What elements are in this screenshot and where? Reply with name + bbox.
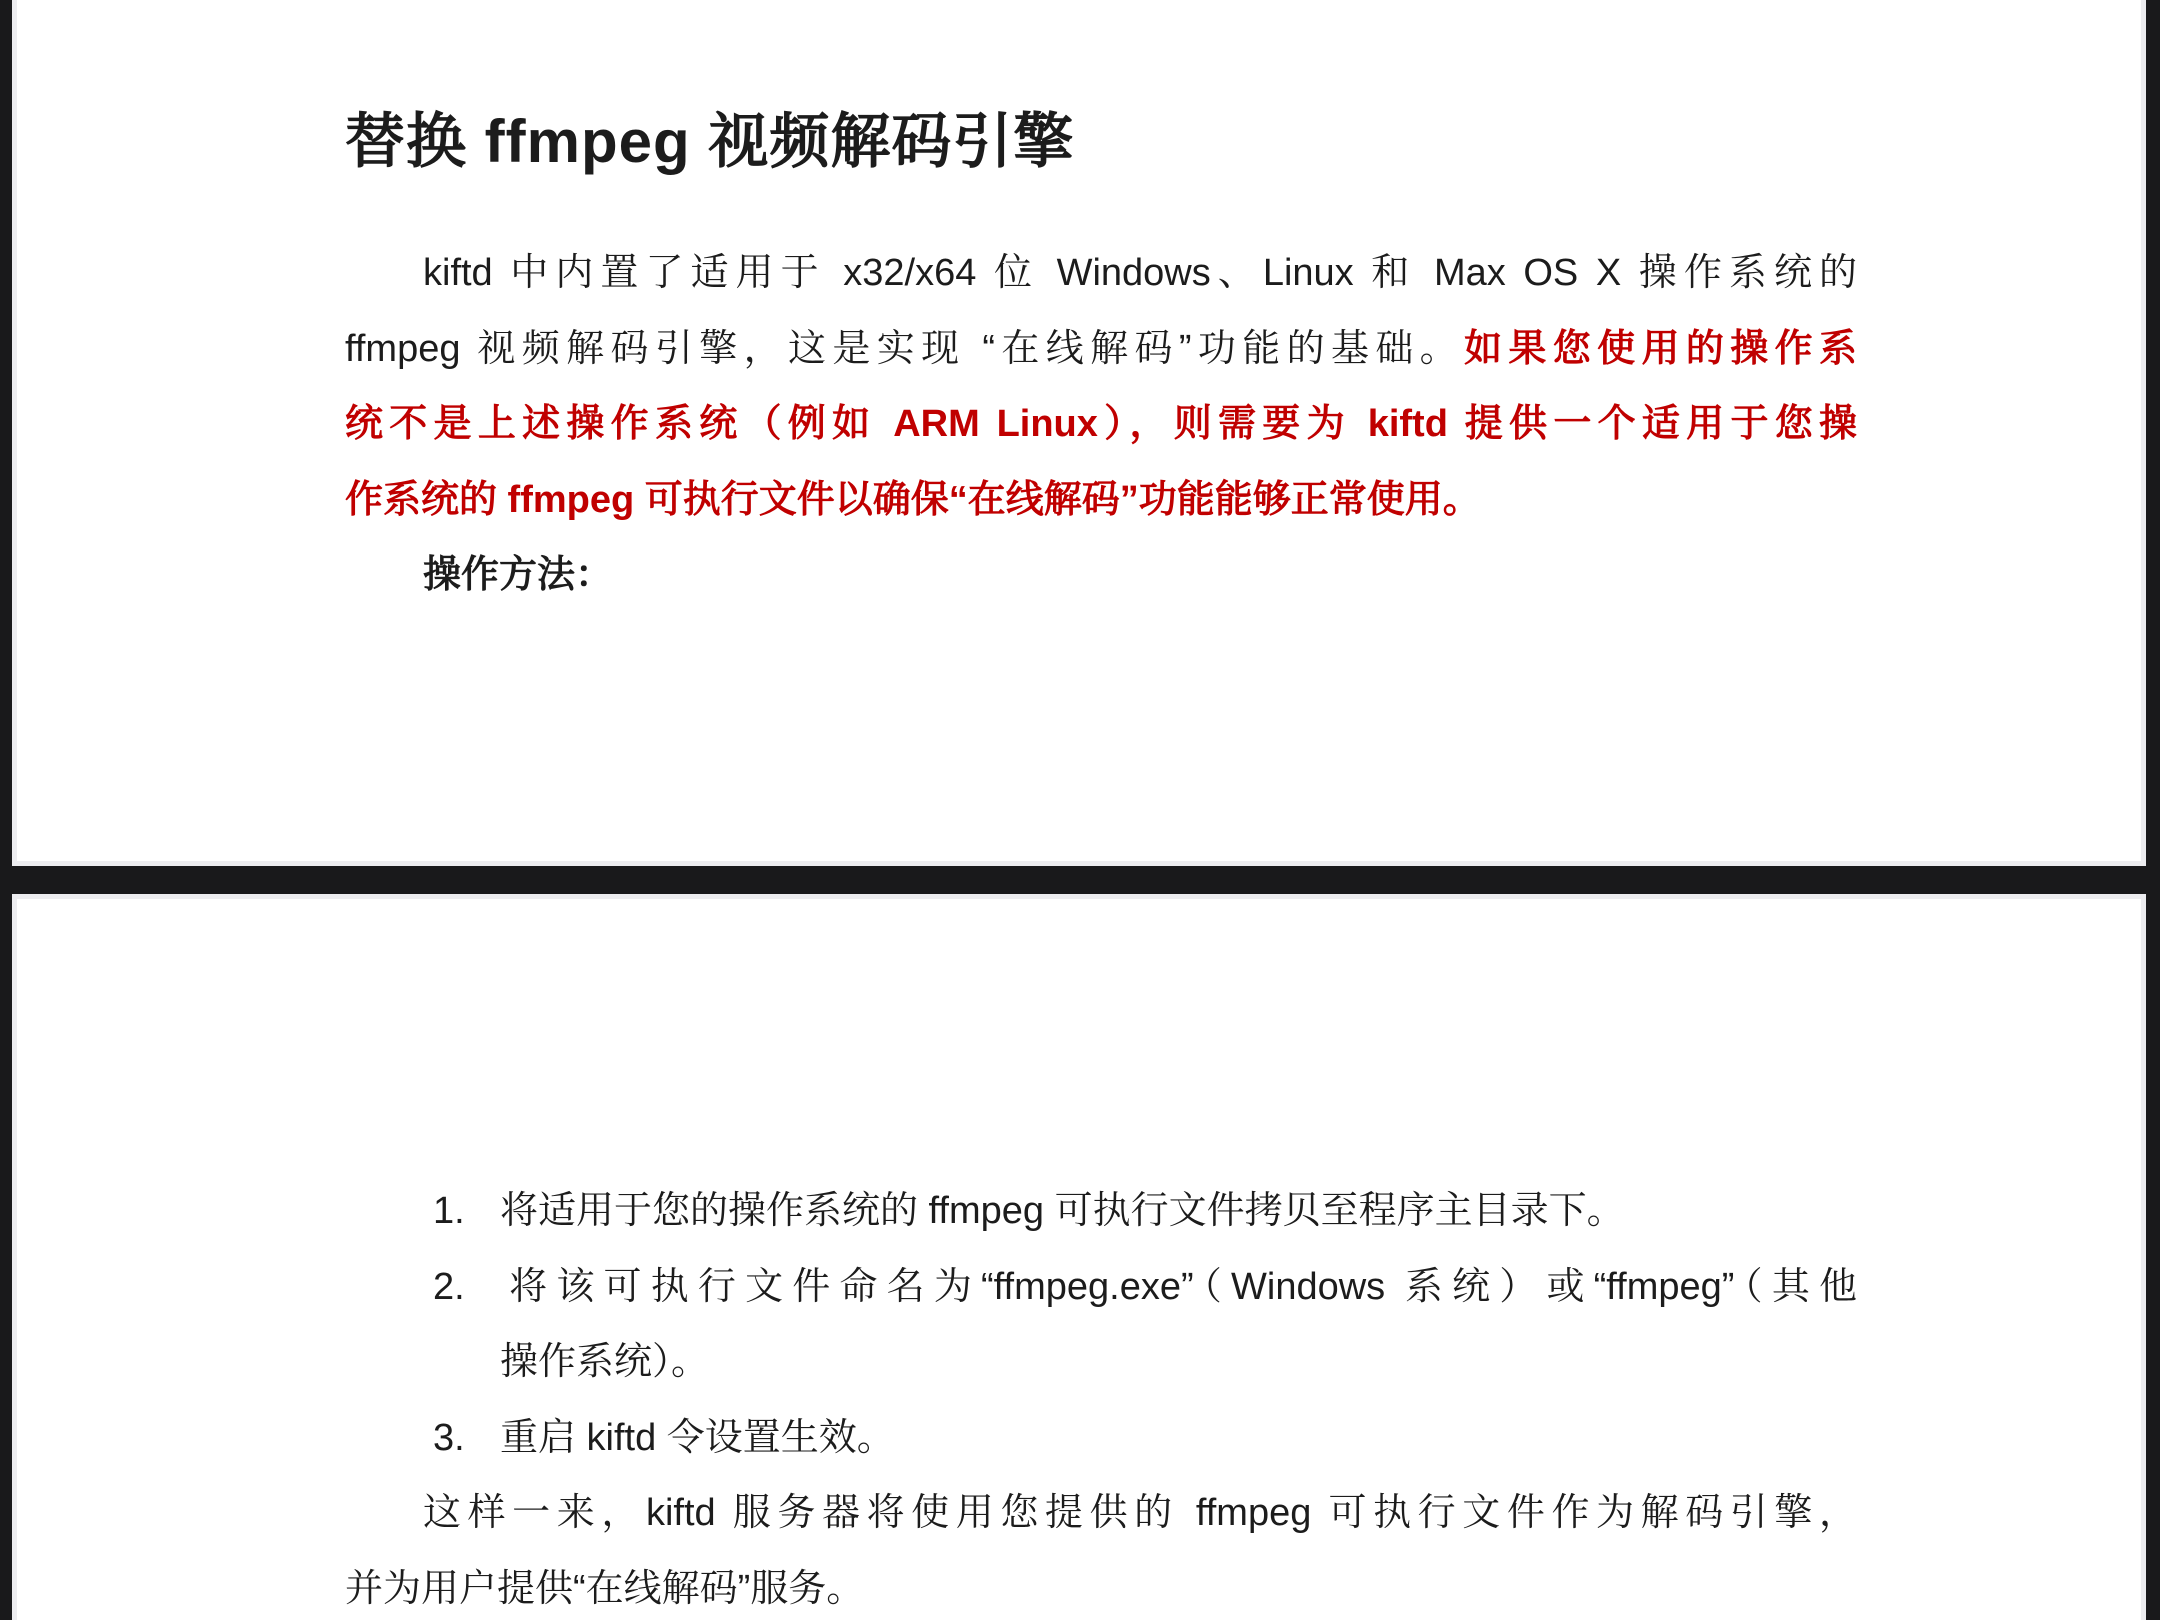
- list-text: 重启 kiftd 令设置生效。: [500, 1416, 895, 1459]
- paragraph-line: [345, 236, 1857, 312]
- paragraph-text: ffmpeg 视频解码引擎，这是实现 “在线解码”功能的基础。: [345, 327, 1465, 370]
- paragraph-text: 并为用户提供“在线解码”服务。: [345, 1567, 865, 1610]
- paragraph-line: [345, 463, 1857, 539]
- closing-paragraph-line: [345, 1552, 1857, 1620]
- warning-text: 作系统的 ffmpeg 可执行文件以确保“在线解码”功能能够正常使用。: [345, 478, 1481, 521]
- intro-paragraph: [345, 236, 1857, 614]
- list-item-2-continuation: [345, 1325, 1857, 1401]
- closing-paragraph-line: [345, 1476, 1857, 1552]
- list-number: 2.: [433, 1265, 465, 1308]
- list-number: 3.: [433, 1416, 465, 1459]
- paragraph-line: [345, 312, 1857, 388]
- paragraph-line: [345, 538, 1857, 614]
- document-page-1: [17, 0, 2141, 861]
- page-title: 替换 ffmpeg 视频解码引擎: [345, 108, 1075, 176]
- paragraph-text: kiftd 中内置了适用于 x32/x64 位 Windows、Linux 和 Max OS X 操作系统的: [423, 252, 1857, 294]
- method-label: 操作方法：: [423, 554, 614, 596]
- list-text: 将适用于您的操作系统的 ffmpeg 可执行文件拷贝至程序主目录下。: [500, 1190, 1625, 1232]
- list-item-1: [345, 1174, 1857, 1250]
- list-item-3: [345, 1401, 1857, 1477]
- list-item-2: [345, 1250, 1857, 1326]
- paragraph-line: [345, 387, 1857, 463]
- list-text: 操作系统）。: [500, 1341, 710, 1383]
- steps-list: [345, 1174, 1857, 1620]
- list-number: 1.: [433, 1190, 465, 1232]
- warning-text: 统不是上述操作系统（例如 ARM Linux），则需要为 kiftd 提供一个适用于您操: [345, 403, 1857, 445]
- warning-text: 如果您使用的操作系: [1464, 327, 1857, 370]
- paragraph-text: 这样一来，kiftd 服务器将使用您提供的 ffmpeg 可执行文件作为解码引擎，: [423, 1492, 1857, 1534]
- list-text: 将该可执行文件命名为“ffmpeg.exe”（Windows 系统）或“ffmpeg”（其他: [500, 1265, 1857, 1308]
- document-page-2: [17, 899, 2141, 1620]
